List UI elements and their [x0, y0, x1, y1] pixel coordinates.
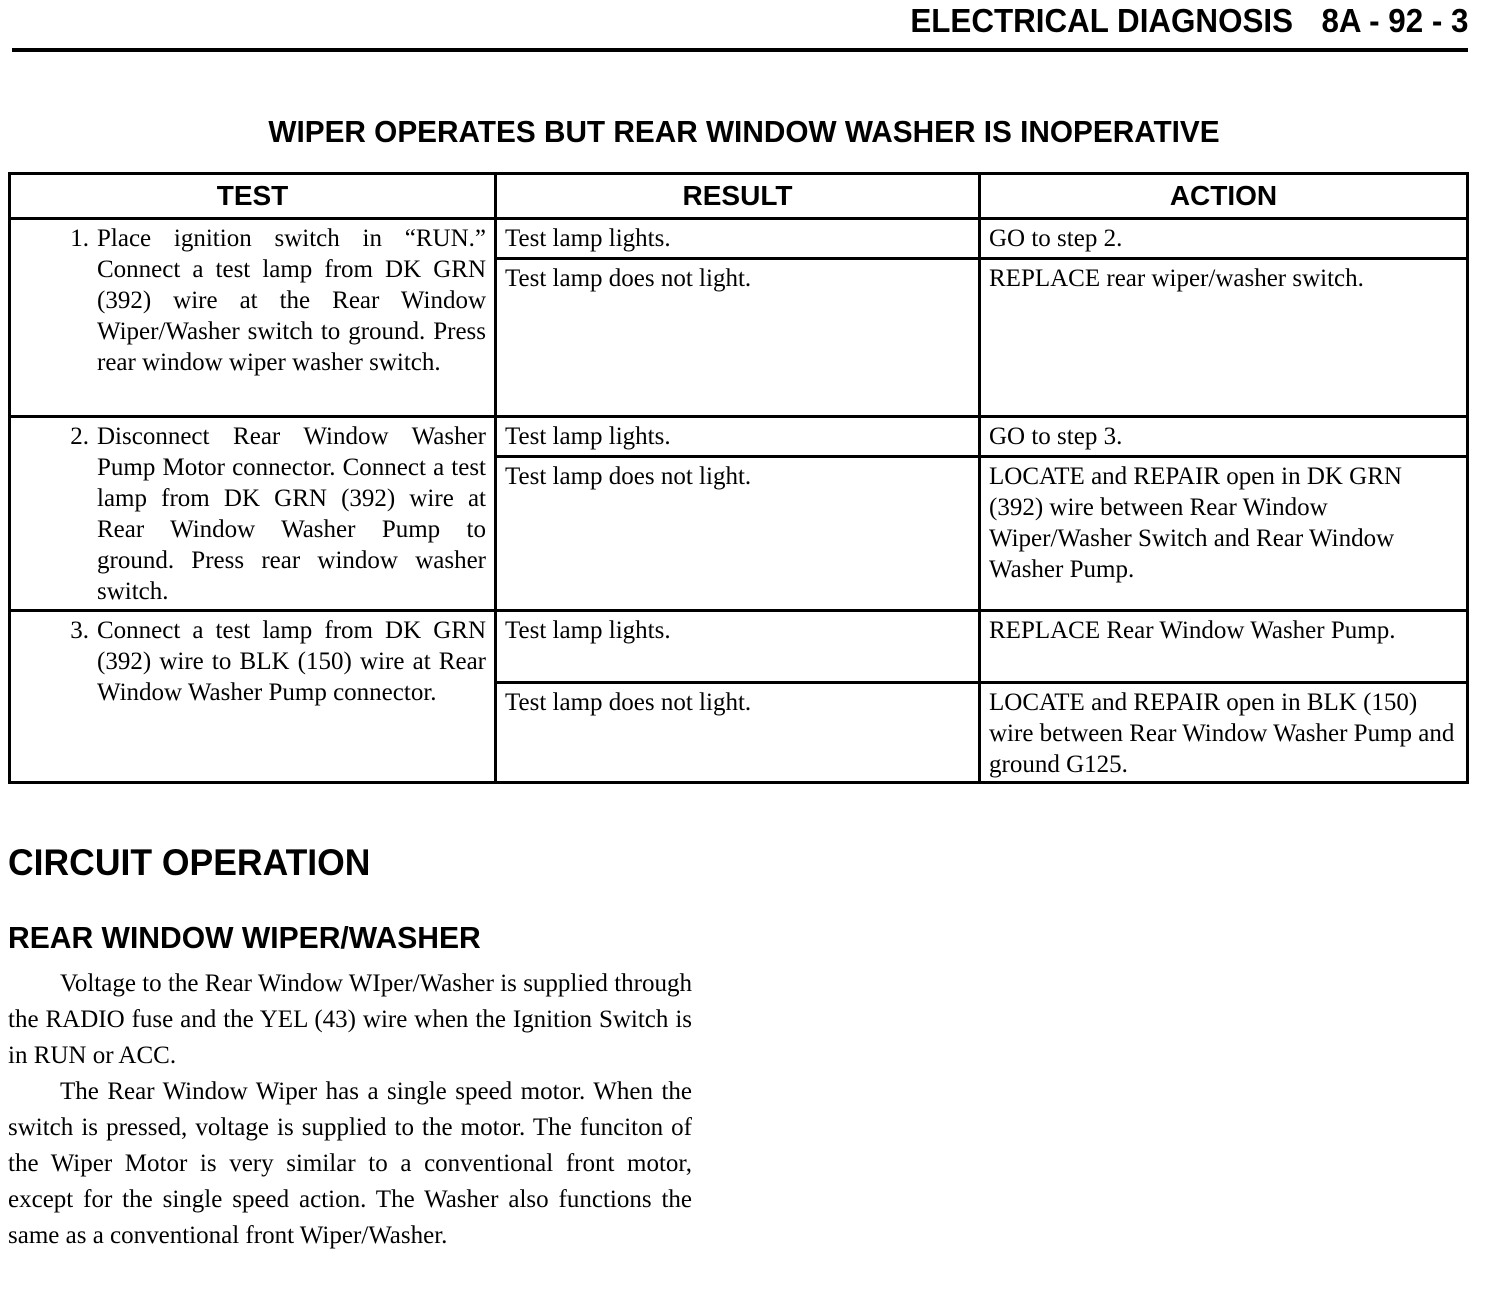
header-text: [910, 2, 1468, 40]
result-cell: Test lamp lights.: [496, 611, 980, 683]
result-cell: Test lamp lights.: [496, 417, 980, 457]
section-heading: CIRCUIT OPERATION: [8, 842, 371, 883]
test-text: Connect a test lamp from DK GRN (392) wire to BLK (150) wire at Rear Window Washer Pump connector.: [97, 617, 486, 706]
step-number: 2.: [70, 423, 89, 450]
table-title: WIPER OPERATES BUT REAR WINDOW WASHER IS INOPERATIVE: [268, 114, 1220, 149]
result-cell: Test lamp does not light.: [496, 259, 980, 417]
column-header-action: ACTION: [980, 174, 1468, 219]
result-cell: Test lamp lights.: [496, 219, 980, 259]
paragraph: The Rear Window Wiper has a single speed motor. When the switch is pressed, voltage is supplied to the motor. The funciton of the Wiper Motor is very similar to a conventional front motor, except for the single speed action. The Washer also functions the same as a conventional front Wiper/Washer.: [8, 1078, 692, 1249]
test-cell: [10, 417, 496, 611]
step-number: 3.: [70, 617, 89, 644]
action-cell: LOCATE and REPAIR open in BLK (150) wire between Rear Window Washer Pump and ground G125.: [980, 683, 1468, 783]
column-header-result: RESULT: [496, 174, 980, 219]
table-header-row: [10, 174, 1468, 219]
section-title: ELECTRICAL DIAGNOSIS: [909, 2, 1293, 39]
diagnosis-table: [8, 172, 1469, 784]
step-number: 1.: [70, 225, 89, 252]
test-text: Place ignition switch in “RUN.” Connect a test lamp from DK GRN (392) wire at the Rear Window Wiper/Washer switch to ground. Press rear window wiper washer switch.: [97, 225, 486, 376]
test-cell: [10, 219, 496, 417]
subsection-heading: REAR WINDOW WIPER/WASHER: [8, 920, 481, 955]
page-header: [12, 0, 1468, 52]
result-cell: Test lamp does not light.: [496, 457, 980, 611]
paragraph: Voltage to the Rear Window WIper/Washer is supplied through the RADIO fuse and the YEL (43) wire when the Ignition Switch is in RUN or ACC.: [8, 970, 692, 1069]
table-row: [10, 219, 1468, 259]
result-cell: Test lamp does not light.: [496, 683, 980, 783]
action-cell: REPLACE rear wiper/washer switch.: [980, 259, 1468, 417]
action-cell: LOCATE and REPAIR open in DK GRN (392) wire between Rear Window Wiper/Washer Switch and Rear Window Washer Pump.: [980, 457, 1468, 611]
action-cell: GO to step 2.: [980, 219, 1468, 259]
table-row: [10, 611, 1468, 683]
action-cell: GO to step 3.: [980, 417, 1468, 457]
table-row: [10, 417, 1468, 457]
test-cell: [10, 611, 496, 783]
page-number: 8A - 92 - 3: [1321, 2, 1468, 39]
body-text: [8, 966, 692, 1254]
test-text: Disconnect Rear Window Washer Pump Motor connector. Connect a test lamp from DK GRN (392) wire at Rear Window Washer Pump to ground. Press rear window washer switch.: [97, 423, 486, 605]
action-cell: REPLACE Rear Window Washer Pump.: [980, 611, 1468, 683]
column-header-test: TEST: [10, 174, 496, 219]
